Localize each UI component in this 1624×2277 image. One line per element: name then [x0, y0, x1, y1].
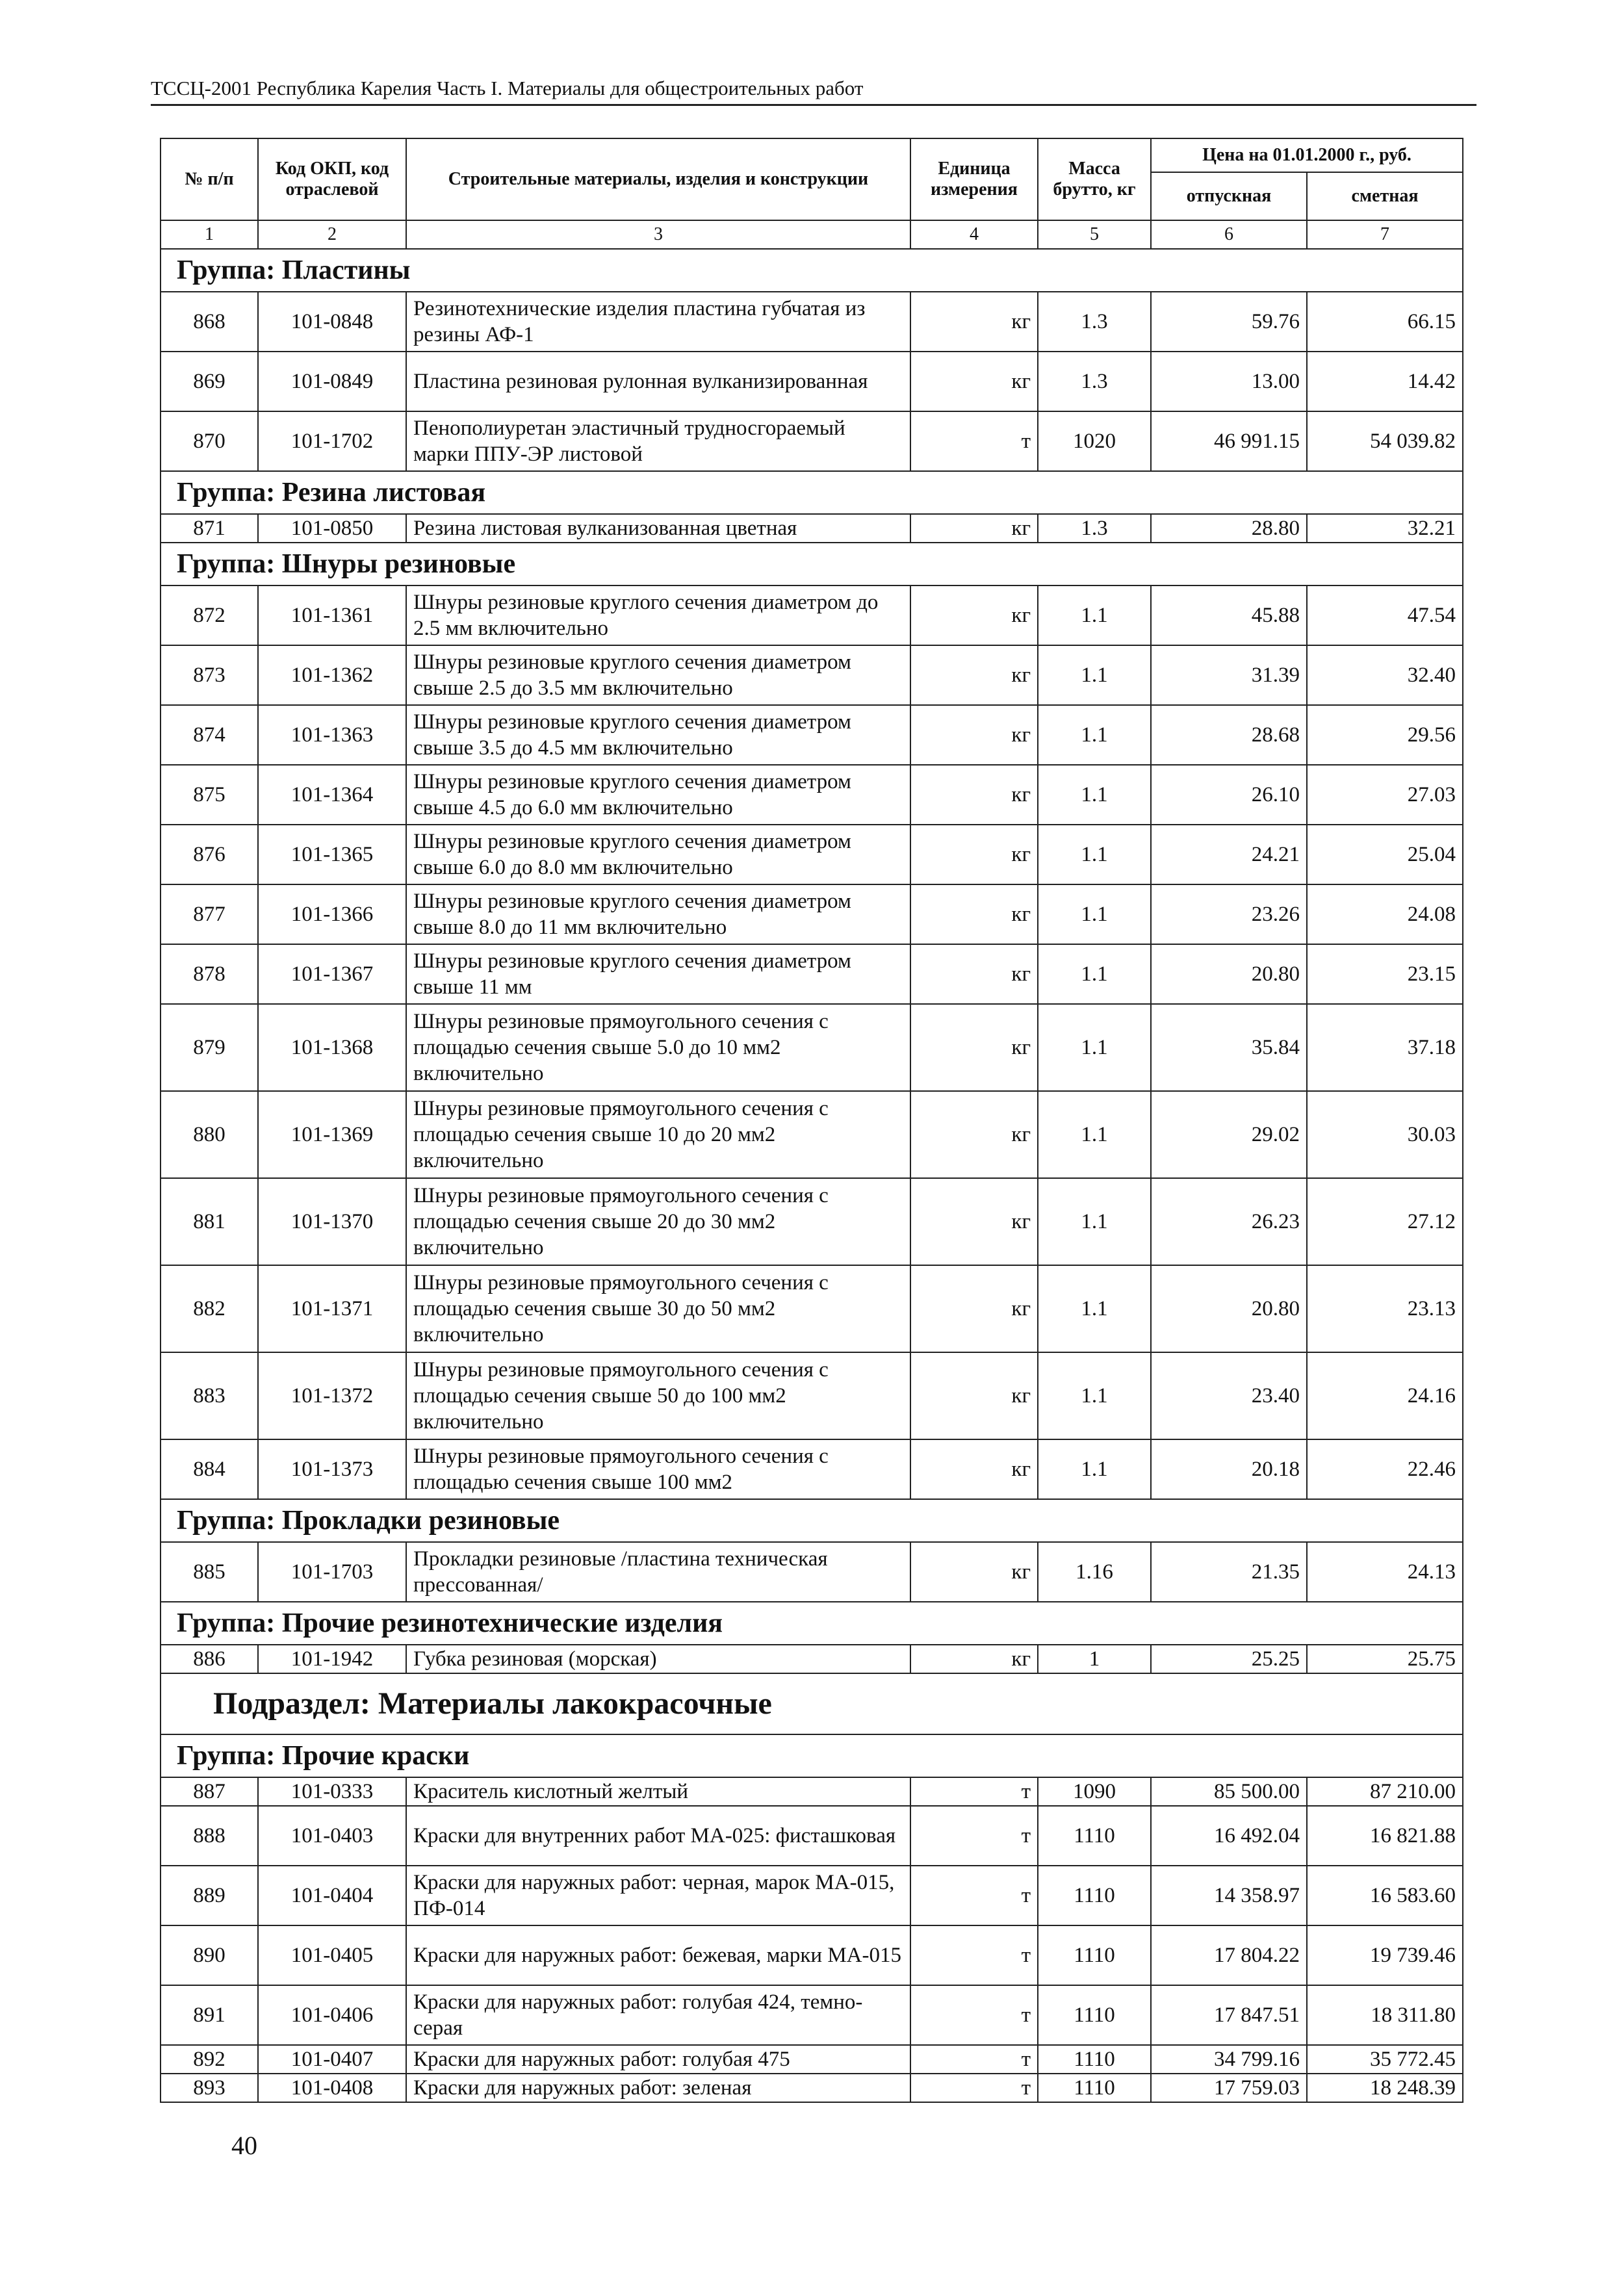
cell-unit: кг	[910, 944, 1038, 1004]
cell-estimate: 27.12	[1307, 1178, 1463, 1265]
table-row	[161, 1777, 1463, 1806]
cell-release: 31.39	[1151, 645, 1307, 705]
cell-num: 893	[161, 2074, 258, 2102]
cell-mass: 1090	[1038, 1777, 1151, 1806]
cell-num: 868	[161, 292, 258, 352]
cell-mass: 1.1	[1038, 884, 1151, 944]
table-row	[161, 1806, 1463, 1866]
cell-mass: 1.1	[1038, 1352, 1151, 1439]
cell-code: 101-1373	[258, 1439, 406, 1499]
cell-name: Краски для наружных работ: голубая 424, темно-серая	[406, 1985, 910, 2045]
cell-name: Шнуры резиновые круглого сечения диаметром до 2.5 мм включительно	[406, 585, 910, 645]
group-title: Группа: Прочие резинотехнические изделия	[161, 1602, 1463, 1645]
cell-unit: кг	[910, 765, 1038, 825]
table-row	[161, 1265, 1463, 1352]
cell-unit: т	[910, 411, 1038, 471]
cell-num: 892	[161, 2045, 258, 2074]
table-row	[161, 825, 1463, 884]
cell-code: 101-1368	[258, 1004, 406, 1091]
group-row	[161, 249, 1463, 292]
group-row	[161, 1499, 1463, 1542]
cell-estimate: 18 311.80	[1307, 1985, 1463, 2045]
cell-unit: т	[910, 2045, 1038, 2074]
cell-code: 101-1372	[258, 1352, 406, 1439]
cell-estimate: 87 210.00	[1307, 1777, 1463, 1806]
table-row	[161, 2074, 1463, 2102]
table-row	[161, 1985, 1463, 2045]
cell-code: 101-0333	[258, 1777, 406, 1806]
cell-name: Прокладки резиновые /пластина техническая прессованная/	[406, 1542, 910, 1602]
table-row	[161, 1439, 1463, 1499]
column-number: 1	[161, 220, 258, 249]
cell-num: 879	[161, 1004, 258, 1091]
cell-unit: т	[910, 1806, 1038, 1866]
cell-code: 101-0403	[258, 1806, 406, 1866]
cell-code: 101-1367	[258, 944, 406, 1004]
cell-unit: т	[910, 1866, 1038, 1925]
cell-num: 873	[161, 645, 258, 705]
table-row	[161, 645, 1463, 705]
cell-mass: 1.1	[1038, 825, 1151, 884]
cell-code: 101-0850	[258, 514, 406, 543]
cell-estimate: 19 739.46	[1307, 1925, 1463, 1985]
cell-num: 874	[161, 705, 258, 765]
cell-name: Краски для наружных работ: черная, марок МА-015, ПФ-014	[406, 1866, 910, 1925]
cell-code: 101-1365	[258, 825, 406, 884]
cell-release: 17 804.22	[1151, 1925, 1307, 1985]
group-row	[161, 1602, 1463, 1645]
cell-name: Шнуры резиновые прямоугольного сечения с площадью сечения свыше 30 до 50 мм2 включительно	[406, 1265, 910, 1352]
cell-estimate: 22.46	[1307, 1439, 1463, 1499]
cell-code: 101-0408	[258, 2074, 406, 2102]
cell-unit: кг	[910, 1439, 1038, 1499]
cell-num: 889	[161, 1866, 258, 1925]
cell-name: Шнуры резиновые круглого сечения диаметром свыше 11 мм	[406, 944, 910, 1004]
cell-release: 17 759.03	[1151, 2074, 1307, 2102]
table-row	[161, 1091, 1463, 1178]
cell-name: Шнуры резиновые круглого сечения диаметром свыше 8.0 до 11 мм включительно	[406, 884, 910, 944]
cell-name: Резинотехнические изделия пластина губчатая из резины АФ-1	[406, 292, 910, 352]
cell-mass: 1.3	[1038, 514, 1151, 543]
cell-mass: 1.1	[1038, 1091, 1151, 1178]
cell-release: 46 991.15	[1151, 411, 1307, 471]
col-header-num: № п/п	[161, 138, 258, 220]
cell-mass: 1020	[1038, 411, 1151, 471]
table-row	[161, 1178, 1463, 1265]
cell-num: 887	[161, 1777, 258, 1806]
cell-estimate: 27.03	[1307, 765, 1463, 825]
table-row	[161, 1352, 1463, 1439]
cell-name: Шнуры резиновые прямоугольного сечения с площадью сечения свыше 20 до 30 мм2 включительно	[406, 1178, 910, 1265]
cell-name: Резина листовая вулканизованная цветная	[406, 514, 910, 543]
group-title: Группа: Пластины	[161, 249, 1463, 292]
cell-estimate: 16 583.60	[1307, 1866, 1463, 1925]
cell-mass: 1.1	[1038, 1439, 1151, 1499]
subsection-row	[161, 1673, 1463, 1734]
cell-mass: 1.3	[1038, 352, 1151, 411]
cell-unit: кг	[910, 352, 1038, 411]
cell-name: Шнуры резиновые прямоугольного сечения с площадью сечения свыше 5.0 до 10 мм2 включительно	[406, 1004, 910, 1091]
cell-mass: 1110	[1038, 1806, 1151, 1866]
cell-code: 101-1370	[258, 1178, 406, 1265]
cell-unit: т	[910, 1777, 1038, 1806]
cell-mass: 1.1	[1038, 705, 1151, 765]
cell-name: Губка резиновая (морская)	[406, 1645, 910, 1673]
column-number-row	[161, 220, 1463, 249]
cell-name: Шнуры резиновые прямоугольного сечения с площадью сечения свыше 10 до 20 мм2 включительно	[406, 1091, 910, 1178]
cell-code: 101-1366	[258, 884, 406, 944]
cell-name: Краситель кислотный желтый	[406, 1777, 910, 1806]
cell-release: 34 799.16	[1151, 2045, 1307, 2074]
column-number: 5	[1038, 220, 1151, 249]
price-table	[160, 138, 1463, 2103]
cell-mass: 1110	[1038, 1866, 1151, 1925]
cell-unit: кг	[910, 1091, 1038, 1178]
group-title: Группа: Шнуры резиновые	[161, 543, 1463, 585]
table-row	[161, 1004, 1463, 1091]
cell-unit: кг	[910, 1265, 1038, 1352]
cell-mass: 1110	[1038, 2045, 1151, 2074]
cell-release: 23.40	[1151, 1352, 1307, 1439]
cell-estimate: 24.08	[1307, 884, 1463, 944]
col-header-price-estimate: сметная	[1307, 172, 1463, 220]
column-number: 6	[1151, 220, 1307, 249]
cell-unit: кг	[910, 1645, 1038, 1673]
cell-release: 25.25	[1151, 1645, 1307, 1673]
cell-release: 26.10	[1151, 765, 1307, 825]
cell-unit: кг	[910, 585, 1038, 645]
col-header-price-release: отпускная	[1151, 172, 1307, 220]
cell-estimate: 37.18	[1307, 1004, 1463, 1091]
cell-unit: кг	[910, 645, 1038, 705]
cell-num: 878	[161, 944, 258, 1004]
cell-name: Пластина резиновая рулонная вулканизированная	[406, 352, 910, 411]
cell-mass: 1.1	[1038, 1004, 1151, 1091]
page-header: ТССЦ-2001 Республика Карелия Часть I. Материалы для общестроительных работ	[151, 77, 864, 99]
table-row	[161, 1542, 1463, 1602]
cell-estimate: 29.56	[1307, 705, 1463, 765]
cell-unit: кг	[910, 825, 1038, 884]
group-row	[161, 1734, 1463, 1777]
cell-estimate: 14.42	[1307, 352, 1463, 411]
col-header-unit: Единица измерения	[910, 138, 1038, 220]
col-header-price: Цена на 01.01.2000 г., руб.	[1151, 138, 1463, 172]
cell-estimate: 24.13	[1307, 1542, 1463, 1602]
table-row	[161, 585, 1463, 645]
group-row	[161, 543, 1463, 585]
table-row	[161, 1925, 1463, 1985]
cell-estimate: 18 248.39	[1307, 2074, 1463, 2102]
cell-release: 28.68	[1151, 705, 1307, 765]
cell-unit: т	[910, 1985, 1038, 2045]
group-title: Группа: Прочие краски	[161, 1734, 1463, 1777]
table-row	[161, 1645, 1463, 1673]
cell-mass: 1.1	[1038, 765, 1151, 825]
cell-release: 20.80	[1151, 944, 1307, 1004]
table-row	[161, 352, 1463, 411]
cell-name: Краски для наружных работ: зеленая	[406, 2074, 910, 2102]
col-header-code: Код ОКП, код отраслевой	[258, 138, 406, 220]
cell-mass: 1	[1038, 1645, 1151, 1673]
cell-mass: 1110	[1038, 2074, 1151, 2102]
cell-code: 101-0407	[258, 2045, 406, 2074]
cell-unit: т	[910, 2074, 1038, 2102]
cell-name: Шнуры резиновые круглого сечения диаметром свыше 4.5 до 6.0 мм включительно	[406, 765, 910, 825]
cell-unit: кг	[910, 292, 1038, 352]
cell-estimate: 32.40	[1307, 645, 1463, 705]
cell-code: 101-1702	[258, 411, 406, 471]
cell-mass: 1.1	[1038, 944, 1151, 1004]
cell-num: 880	[161, 1091, 258, 1178]
cell-num: 885	[161, 1542, 258, 1602]
column-number: 3	[406, 220, 910, 249]
page-number: 40	[231, 2131, 257, 2160]
cell-code: 101-0406	[258, 1985, 406, 2045]
cell-num: 877	[161, 884, 258, 944]
column-number: 7	[1307, 220, 1463, 249]
cell-name: Шнуры резиновые прямоугольного сечения с площадью сечения свыше 50 до 100 мм2 включительно	[406, 1352, 910, 1439]
cell-release: 17 847.51	[1151, 1985, 1307, 2045]
cell-num: 869	[161, 352, 258, 411]
cell-num: 871	[161, 514, 258, 543]
cell-release: 45.88	[1151, 585, 1307, 645]
cell-estimate: 25.75	[1307, 1645, 1463, 1673]
cell-estimate: 54 039.82	[1307, 411, 1463, 471]
col-header-name: Строительные материалы, изделия и конструкции	[406, 138, 910, 220]
cell-code: 101-1362	[258, 645, 406, 705]
cell-estimate: 32.21	[1307, 514, 1463, 543]
cell-release: 21.35	[1151, 1542, 1307, 1602]
cell-num: 884	[161, 1439, 258, 1499]
cell-code: 101-0848	[258, 292, 406, 352]
cell-num: 870	[161, 411, 258, 471]
cell-estimate: 23.15	[1307, 944, 1463, 1004]
cell-code: 101-0405	[258, 1925, 406, 1985]
cell-mass: 1.16	[1038, 1542, 1151, 1602]
table-row	[161, 514, 1463, 543]
cell-estimate: 24.16	[1307, 1352, 1463, 1439]
cell-num: 881	[161, 1178, 258, 1265]
cell-release: 28.80	[1151, 514, 1307, 543]
cell-release: 26.23	[1151, 1178, 1307, 1265]
cell-code: 101-1371	[258, 1265, 406, 1352]
cell-release: 85 500.00	[1151, 1777, 1307, 1806]
cell-release: 13.00	[1151, 352, 1307, 411]
table-row	[161, 705, 1463, 765]
table-row	[161, 411, 1463, 471]
group-row	[161, 471, 1463, 514]
cell-name: Шнуры резиновые круглого сечения диаметром свыше 2.5 до 3.5 мм включительно	[406, 645, 910, 705]
cell-estimate: 47.54	[1307, 585, 1463, 645]
cell-mass: 1110	[1038, 1925, 1151, 1985]
cell-name: Шнуры резиновые круглого сечения диаметром свыше 6.0 до 8.0 мм включительно	[406, 825, 910, 884]
cell-estimate: 66.15	[1307, 292, 1463, 352]
cell-name: Пенополиуретан эластичный трудносгораемый марки ППУ-ЭР листовой	[406, 411, 910, 471]
cell-mass: 1.3	[1038, 292, 1151, 352]
table-row	[161, 884, 1463, 944]
cell-release: 23.26	[1151, 884, 1307, 944]
cell-code: 101-0404	[258, 1866, 406, 1925]
cell-code: 101-1703	[258, 1542, 406, 1602]
cell-mass: 1.1	[1038, 1265, 1151, 1352]
column-number: 4	[910, 220, 1038, 249]
table-row	[161, 944, 1463, 1004]
cell-release: 24.21	[1151, 825, 1307, 884]
cell-release: 16 492.04	[1151, 1806, 1307, 1866]
cell-unit: кг	[910, 1542, 1038, 1602]
cell-estimate: 16 821.88	[1307, 1806, 1463, 1866]
table-row	[161, 1866, 1463, 1925]
cell-name: Краски для наружных работ: голубая 475	[406, 2045, 910, 2074]
cell-num: 890	[161, 1925, 258, 1985]
cell-code: 101-1364	[258, 765, 406, 825]
cell-mass: 1.1	[1038, 585, 1151, 645]
cell-num: 882	[161, 1265, 258, 1352]
cell-code: 101-1369	[258, 1091, 406, 1178]
cell-release: 59.76	[1151, 292, 1307, 352]
table-row	[161, 292, 1463, 352]
cell-release: 14 358.97	[1151, 1866, 1307, 1925]
cell-release: 20.18	[1151, 1439, 1307, 1499]
cell-name: Шнуры резиновые круглого сечения диаметром свыше 3.5 до 4.5 мм включительно	[406, 705, 910, 765]
cell-name: Краски для внутренних работ МА-025: фисташковая	[406, 1806, 910, 1866]
cell-mass: 1.1	[1038, 645, 1151, 705]
cell-release: 29.02	[1151, 1091, 1307, 1178]
group-title: Группа: Прокладки резиновые	[161, 1499, 1463, 1542]
cell-num: 883	[161, 1352, 258, 1439]
cell-name: Шнуры резиновые прямоугольного сечения с площадью сечения свыше 100 мм2	[406, 1439, 910, 1499]
col-header-mass: Масса брутто, кг	[1038, 138, 1151, 220]
cell-mass: 1.1	[1038, 1178, 1151, 1265]
header-divider	[151, 104, 1476, 106]
cell-unit: т	[910, 1925, 1038, 1985]
cell-estimate: 35 772.45	[1307, 2045, 1463, 2074]
cell-unit: кг	[910, 514, 1038, 543]
cell-unit: кг	[910, 705, 1038, 765]
cell-code: 101-0849	[258, 352, 406, 411]
cell-unit: кг	[910, 884, 1038, 944]
cell-num: 876	[161, 825, 258, 884]
cell-release: 20.80	[1151, 1265, 1307, 1352]
cell-estimate: 25.04	[1307, 825, 1463, 884]
table-row	[161, 2045, 1463, 2074]
column-number: 2	[258, 220, 406, 249]
cell-num: 872	[161, 585, 258, 645]
cell-release: 35.84	[1151, 1004, 1307, 1091]
cell-num: 875	[161, 765, 258, 825]
cell-num: 888	[161, 1806, 258, 1866]
cell-estimate: 23.13	[1307, 1265, 1463, 1352]
table-body	[161, 249, 1463, 2102]
cell-code: 101-1363	[258, 705, 406, 765]
cell-num: 886	[161, 1645, 258, 1673]
cell-num: 891	[161, 1985, 258, 2045]
subsection-title: Подраздел: Материалы лакокрасочные	[161, 1673, 1463, 1734]
cell-unit: кг	[910, 1352, 1038, 1439]
cell-estimate: 30.03	[1307, 1091, 1463, 1178]
cell-code: 101-1361	[258, 585, 406, 645]
cell-unit: кг	[910, 1178, 1038, 1265]
cell-mass: 1110	[1038, 1985, 1151, 2045]
cell-name: Краски для наружных работ: бежевая, марки МА-015	[406, 1925, 910, 1985]
table-row	[161, 765, 1463, 825]
group-title: Группа: Резина листовая	[161, 471, 1463, 514]
cell-code: 101-1942	[258, 1645, 406, 1673]
cell-unit: кг	[910, 1004, 1038, 1091]
